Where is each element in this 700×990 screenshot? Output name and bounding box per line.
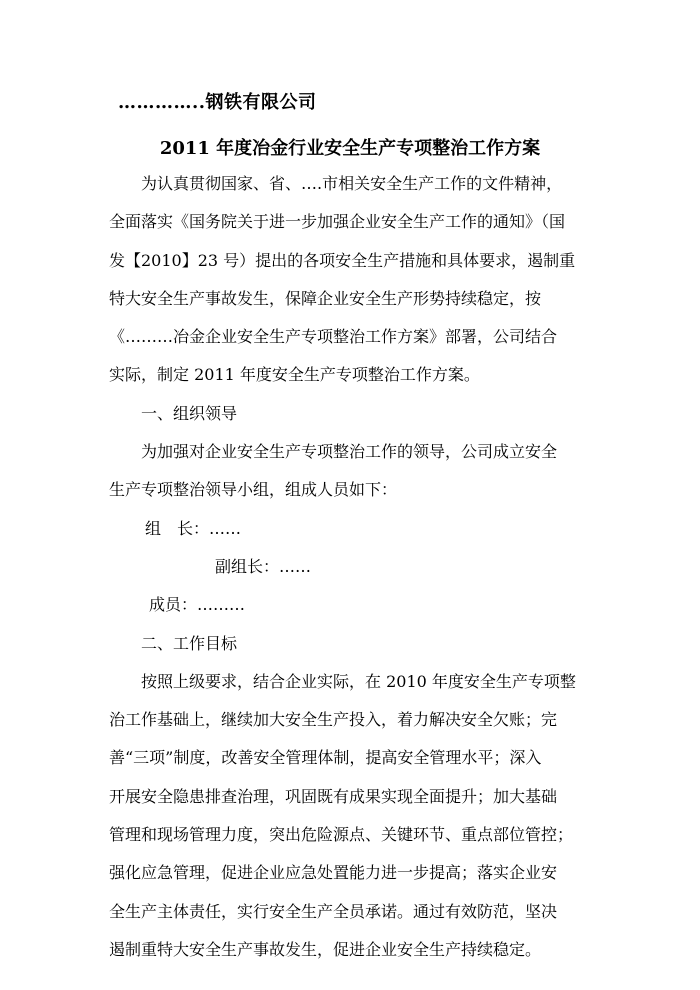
intro-line: 特大安全生产事故发生，保障企业安全生产形势持续稳定，按 [109,288,542,308]
team-members: 成员：……… [149,595,246,615]
document-body [109,165,589,969]
intro-line: 为认真贯彻国家、省、….市相关安全生产工作的文件精神， [141,174,563,193]
goals-line: 善“三项”制度，改善安全管理体制，提高安全管理水平；深入 [109,748,542,768]
goals-paragraph [109,663,589,969]
section-heading-goals [109,625,589,663]
leadership-line: 为加强对企业安全生产专项整治工作的领导，公司成立安全 [141,442,558,462]
goals-line: 按照上级要求，结合企业实际，在 2010 年度安全生产专项整 [141,671,576,691]
deputy-leader: 副组长：…… [215,556,312,576]
goals-line: 遏制重特大安全生产事故发生，促进企业安全生产持续稳定。 [109,939,542,959]
intro-line: 实际，制定 2011 年度安全生产专项整治工作方案。 [109,365,480,385]
leadership-paragraph [109,433,589,510]
intro-paragraph [109,165,589,395]
goals-line: 开展安全隐患排查治理，巩固既有成果实现全面提升；加大基础 [109,786,558,806]
leadership-line: 生产专项整治领导小组，组成人员如下： [109,480,398,500]
goals-line: 全生产主体责任，实行安全生产全员承诺。通过有效防范，坚决 [109,901,558,921]
goals-line: 治工作基础上，继续加大安全生产投入，着力解决安全欠账；完 [109,710,558,730]
document-title: 2011 年度冶金行业安全生产专项整治工作方案 [159,138,541,159]
goals-line: 管理和现场管理力度，突出危险源点、关键环节、重点部位管控； [109,825,574,845]
intro-line: 《………冶金企业安全生产专项整治工作方案》部署，公司结合 [109,327,558,347]
intro-line: 发【2010】23 号）提出的各项安全生产措施和具体要求，遏制重 [109,250,576,270]
section-heading-leadership [109,395,589,433]
goals-line: 强化应急管理，促进企业应急处置能力进一步提高；落实企业安 [109,863,558,883]
section-heading: 一、组织领导 [141,403,238,423]
team-leader: 组 长：…… [145,518,242,538]
company-name: …………..钢铁有限公司 [118,92,317,113]
intro-line: 全面落实《国务院关于进一步加强企业安全生产工作的通知》（国 [109,212,566,232]
section-heading: 二、工作目标 [141,633,238,653]
